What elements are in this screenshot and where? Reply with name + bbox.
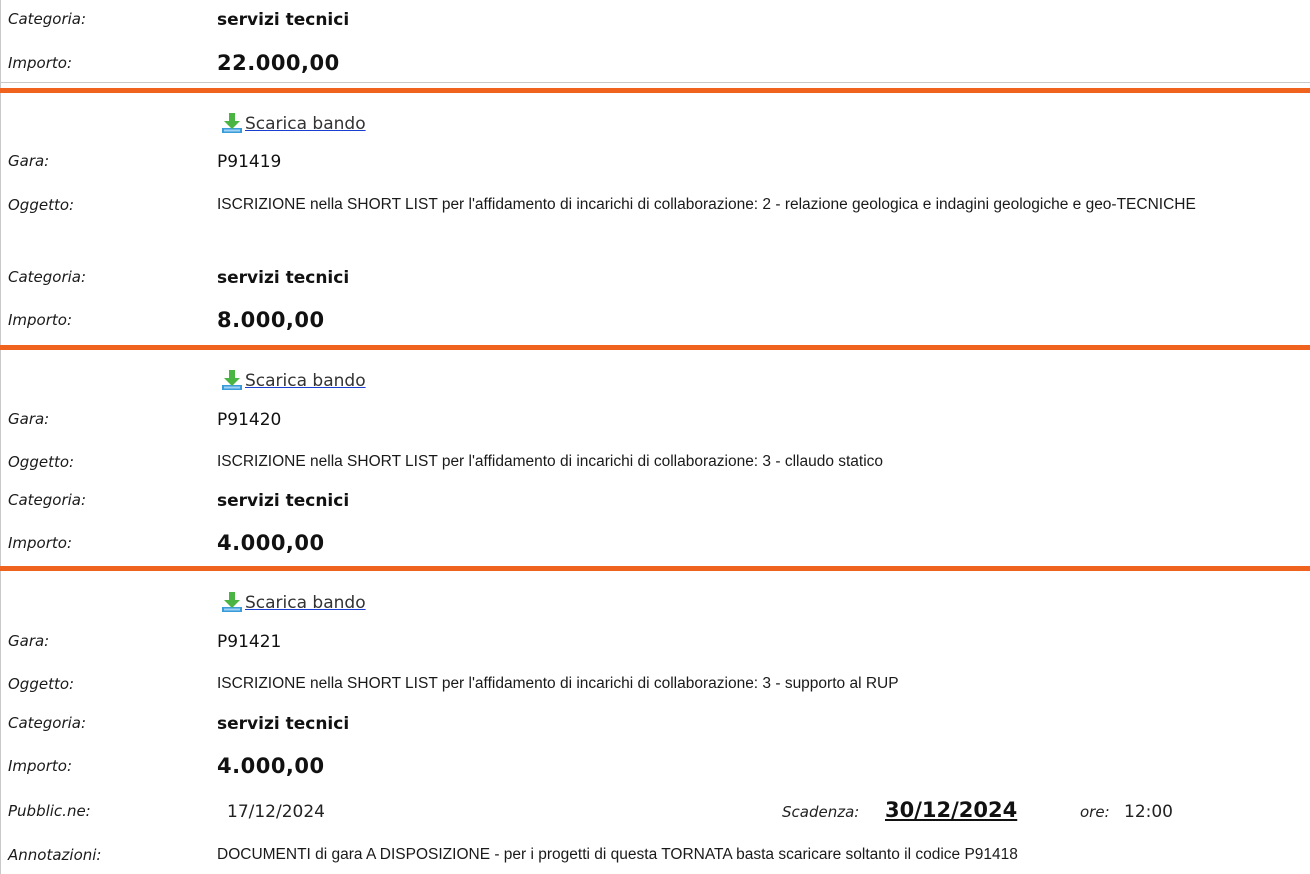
oggetto-label: Oggetto:: [8, 196, 75, 214]
oggetto-row: [0, 453, 1310, 479]
categoria-label: Categoria:: [8, 10, 87, 28]
oggetto-value: ISCRIZIONE nella SHORT LIST per l'affidamento di incarichi di collaborazione: 3 - cllaudo statico: [217, 453, 884, 470]
importo-value: 4.000,00: [217, 754, 325, 778]
importo-value: 8.000,00: [217, 308, 325, 332]
download-label: Scarica bando: [245, 114, 366, 134]
importo-label: Importo:: [8, 534, 73, 552]
scadenza-label: Scadenza:: [782, 803, 860, 821]
scadenza-date: 30/12/2024: [885, 798, 1018, 822]
lot-separator: [0, 88, 1310, 93]
importo-label: Importo:: [8, 757, 73, 775]
lot-separator: [0, 345, 1310, 350]
download-row: [0, 589, 1310, 615]
categoria-value: servizi tecnici: [217, 714, 350, 734]
categoria-row: [0, 714, 1310, 740]
gara-label: Gara:: [8, 410, 50, 428]
importo-value: 4.000,00: [217, 531, 325, 555]
pubblicazione-date: 17/12/2024: [227, 802, 325, 822]
importo-row: [0, 754, 1310, 783]
importo-row: [0, 308, 1310, 337]
download-row: [0, 367, 1310, 393]
categoria-value: servizi tecnici: [217, 268, 350, 288]
lot-separator: [0, 566, 1310, 571]
download-link[interactable]: [221, 589, 366, 613]
annotazioni-label: Annotazioni:: [8, 846, 102, 864]
oggetto-row: [0, 675, 1310, 701]
importo-row: [0, 531, 1310, 560]
ore-label: ore:: [1080, 803, 1110, 821]
categoria-value: servizi tecnici: [217, 491, 350, 511]
gara-row: [0, 632, 1310, 658]
gara-row: [0, 152, 1310, 178]
oggetto-value: ISCRIZIONE nella SHORT LIST per l'affidamento di incarichi di collaborazione: 2 - relazione geologica e indagini geologiche e geo-TECNICHE: [217, 196, 1196, 213]
categoria-label: Categoria:: [8, 491, 87, 509]
download-link[interactable]: [221, 110, 366, 134]
gara-value: P91419: [217, 152, 282, 172]
pubblicazione-label: Pubblic.ne:: [8, 802, 91, 820]
annotazioni-row: [0, 846, 1310, 872]
download-icon: [221, 369, 243, 391]
annotazioni-text: DOCUMENTI di gara A DISPOSIZIONE - per i progetti di questa TORNATA basta scaricare soltanto il codice P91418: [217, 846, 1018, 863]
importo-label: Importo:: [8, 54, 73, 72]
download-label: Scarica bando: [245, 371, 366, 391]
oggetto-label: Oggetto:: [8, 675, 75, 693]
download-link[interactable]: [221, 367, 366, 391]
download-icon: [221, 112, 243, 134]
oggetto-label: Oggetto:: [8, 453, 75, 471]
gara-value: P91421: [217, 632, 282, 652]
categoria-value: servizi tecnici: [217, 10, 350, 30]
gara-value: P91420: [217, 410, 282, 430]
categoria-row: [0, 10, 1310, 36]
pubblicazione-row: [0, 798, 1310, 828]
importo-value: 22.000,00: [217, 51, 340, 75]
gara-row: [0, 410, 1310, 436]
categoria-label: Categoria:: [8, 268, 87, 286]
categoria-row: [0, 491, 1310, 517]
download-label: Scarica bando: [245, 593, 366, 613]
row-divider: [0, 82, 1310, 83]
oggetto-value: ISCRIZIONE nella SHORT LIST per l'affidamento di incarichi di collaborazione: 3 - supporto al RUP: [217, 675, 899, 692]
importo-row: [0, 51, 1310, 80]
categoria-row: [0, 268, 1310, 294]
oggetto-row: [0, 196, 1310, 254]
download-row: [0, 110, 1310, 136]
importo-label: Importo:: [8, 311, 73, 329]
ore-value: 12:00: [1124, 802, 1173, 822]
download-icon: [221, 591, 243, 613]
gara-label: Gara:: [8, 152, 50, 170]
categoria-label: Categoria:: [8, 714, 87, 732]
gara-label: Gara:: [8, 632, 50, 650]
